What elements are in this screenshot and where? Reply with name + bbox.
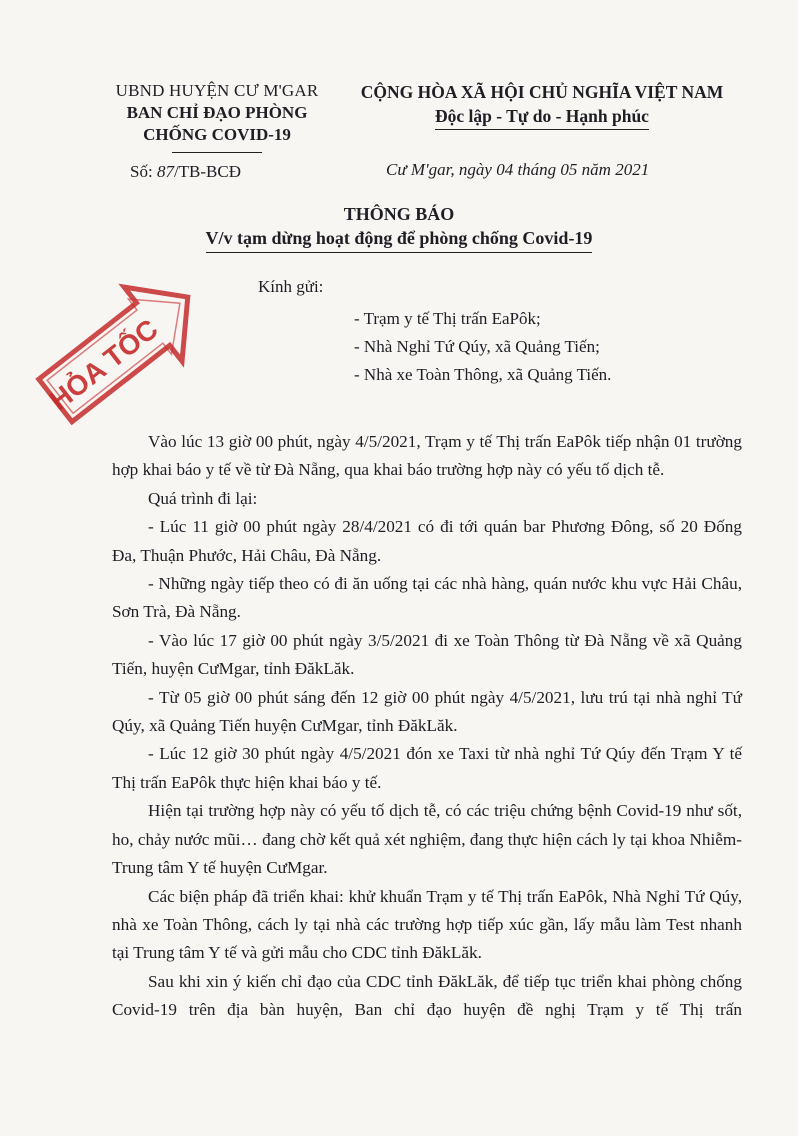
body-paragraph: Hiện tại trường hợp này có yếu tố dịch tễ, có các triệu chứng bệnh Covid-19 như sốt, ho, chảy nước mũi… đang chờ kết quả xét nghiệm, đang thực hiện cách ly tại khoa Nhiễm- Trung tâm Y tế huyện CưMgar. — [112, 801, 742, 878]
date-day: 04 — [496, 160, 514, 179]
body-paragraph: Vào lúc 13 giờ 00 phút, ngày 4/5/2021, Trạm y tế Thị trấn EaPôk tiếp nhận 01 trường hợp khai báo y tế về từ Đà Nẵng, qua khai báo trường hợp này có yếu tố dịch tễ. — [112, 432, 742, 480]
national-motto: Độc lập - Tự do - Hạnh phúc — [435, 104, 649, 130]
body-paragraph: Sau khi xin ý kiến chỉ đạo của CDC tỉnh ĐăkLăk, để tiếp tục triển khai phòng chống Covid-19 trên địa bàn huyện, Ban chỉ đạo huyện đề nghị Trạm y tế Thị trấn — [112, 971, 742, 1020]
body-paragraph: Các biện pháp đã triển khai: khử khuẩn Trạm y tế Thị trấn EaPôk, Nhà Nghỉ Tứ Qúy, nhà xe Toàn Thông, cách ly tại nhà các trường hợp tiếp xúc gần, lấy mẫu làm Test nhanh tại Trung tâm Y tế và gửi mẫu cho CDC tỉnh ĐăkLăk. — [112, 886, 742, 963]
doc-number-prefix: Số: — [130, 162, 153, 181]
urgent-stamp — [15, 251, 225, 449]
date-prefix: Cư M'gar, ngày — [386, 160, 492, 179]
addressee-label: Kính gửi: — [258, 277, 324, 296]
issuing-agency-block — [92, 80, 342, 153]
doc-number-value: 87 — [156, 162, 174, 181]
notice-body — [112, 428, 742, 1025]
recipient-item: - Nhà xe Toàn Thông, xã Quảng Tiến. — [354, 365, 612, 384]
document-number — [130, 162, 241, 182]
body-paragraph: - Từ 05 giờ 00 phút sáng đến 12 giờ 00 phút ngày 4/5/2021, lưu trú tại nhà nghỉ Tứ Qúy, xã Quảng Tiến huyện CưMgar, tỉnh ĐăkLăk. — [112, 687, 742, 736]
stamp-text: HỎA TỐC — [43, 313, 164, 417]
body-paragraph: Quá trình đi lại: — [148, 488, 258, 508]
agency-name: UBND HUYỆN CƯ M'GAR — [115, 81, 319, 100]
recipient-item: - Trạm y tế Thị trấn EaPôk; — [354, 309, 541, 328]
agency-underline — [172, 152, 262, 153]
recipient-item: - Nhà Nghỉ Tứ Qúy, xã Quảng Tiến; — [354, 337, 600, 356]
national-header-block — [352, 80, 732, 130]
body-paragraph: - Lúc 11 giờ 00 phút ngày 28/4/2021 có đi tới quán bar Phương Đông, số 20 Đống Đa, Thuận Phước, Hải Châu, Đà Nẵng. — [112, 517, 742, 565]
nation-name: CỘNG HÒA XÃ HỘI CHỦ NGHĨA VIỆT NAM — [360, 82, 724, 102]
body-paragraph: - Vào lúc 17 giờ 00 phút ngày 3/5/2021 đi xe Toàn Thông từ Đà Nẵng về xã Quảng Tiến, huyện CưMgar, tỉnh ĐăkLăk. — [112, 630, 742, 679]
recipient-list — [354, 305, 611, 389]
doc-number-suffix: /TB-BCĐ — [173, 162, 241, 181]
body-paragraph: - Lúc 12 giờ 30 phút ngày 4/5/2021 đón xe Taxi từ nhà nghỉ Tứ Qúy đến Trạm Y tế Thị trấn EaPôk thực hiện khai báo y tế. — [112, 744, 742, 792]
board-name-line1: BAN CHỈ ĐẠO PHÒNG — [126, 103, 308, 122]
document-title: THÔNG BÁO — [343, 204, 455, 224]
place-and-date — [386, 160, 649, 180]
urgent-stamp-graphic — [15, 251, 225, 449]
date-suffix: tháng 05 năm 2021 — [517, 160, 650, 179]
document-title-block — [0, 202, 798, 253]
body-paragraph: - Những ngày tiếp theo có đi ăn uống tại các nhà hàng, quán nước khu vực Hải Châu, Sơn Trà, Đà Nẵng. — [112, 574, 742, 622]
document-subject: V/v tạm dừng hoạt động để phòng chống Covid-19 — [206, 226, 593, 253]
board-name-line2: CHỐNG COVID-19 — [143, 125, 291, 144]
